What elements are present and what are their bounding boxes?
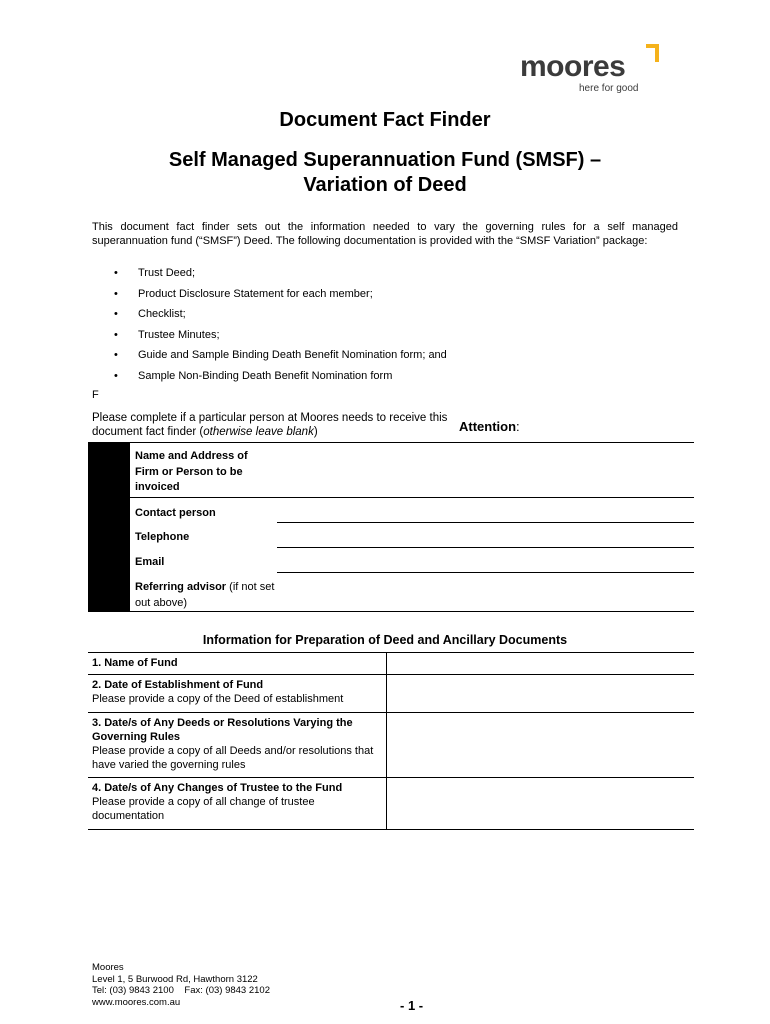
contact-person-label: Contact person <box>135 507 216 519</box>
attention-note: Please complete if a particular person at Moores needs to receive this document fact finder (otherwise leave blank) <box>92 412 448 438</box>
side-vertical-text: CO <box>98 581 115 604</box>
trustee-change-dates-input-cell[interactable] <box>387 778 695 830</box>
document-title: Document Fact Finder <box>279 109 491 131</box>
divider <box>88 442 694 443</box>
establishment-date-input-cell[interactable] <box>387 675 695 713</box>
subtitle-line-2: Variation of Deed <box>303 174 467 196</box>
bullet-icon: • <box>114 308 118 321</box>
logo-wordmark: moores <box>520 50 626 83</box>
footer-street: Level 1, 5 Burwood Rd, Hawthorn 3122 <box>92 973 258 985</box>
table-row <box>88 713 694 778</box>
divider <box>88 611 694 612</box>
row-label-cell: 4. Date/s of Any Changes of Trustee to the Fund Please provide a copy of all change of trustee documentation <box>88 778 387 830</box>
fund-info-table <box>88 652 694 830</box>
footer-website[interactable]: www.moores.com.au <box>92 996 181 1008</box>
list-item: • Trustee Minutes; <box>114 328 220 341</box>
document-subtitle <box>90 148 680 198</box>
list-item: • Guide and Sample Binding Death Benefit Nomination form; and <box>114 349 447 362</box>
telephone-field[interactable] <box>277 547 694 548</box>
bullet-icon: • <box>114 328 118 341</box>
table-row <box>88 675 694 713</box>
email-label: Email <box>135 556 165 568</box>
divider <box>130 497 694 498</box>
row-label-cell: 2. Date of Establishment of Fund Please provide a copy of the Deed of establishment <box>88 675 387 713</box>
bullet-icon: • <box>114 349 118 362</box>
list-item: • Product Disclosure Statement for each member; <box>114 287 373 300</box>
footer-phone-fax: Tel: (03) 9843 2100 Fax: (03) 9843 2102 <box>92 985 270 996</box>
info-section-heading: Information for Preparation of Deed and Ancillary Documents <box>202 633 568 647</box>
moores-logo <box>520 44 665 96</box>
subtitle-line-1: Self Managed Superannuation Fund (SMSF) – <box>168 149 602 171</box>
attention-label: Attention: <box>459 419 520 434</box>
table-row <box>88 653 694 675</box>
page-number: - 1 - <box>400 998 424 1013</box>
list-item: • Trust Deed; <box>114 267 196 279</box>
logo-tagline: here for good <box>579 83 639 94</box>
package-list <box>92 266 447 390</box>
footer-company: Moores <box>92 962 124 973</box>
bullet-icon: • <box>114 369 118 382</box>
telephone-label: Telephone <box>135 531 190 543</box>
row-label-cell: 3. Date/s of Any Deeds or Resolutions Varying the Governing Rules Please provide a copy of all Deeds and/or resolutions that have varied the governing rules <box>88 713 387 778</box>
logo-corner-mark-icon <box>644 44 660 64</box>
fund-name-input-cell[interactable] <box>387 653 695 675</box>
stray-letter: F <box>92 389 99 401</box>
contact-person-field[interactable] <box>277 522 694 523</box>
table-row <box>88 778 694 830</box>
name-address-label: Name and Address of Firm or Person to be invoiced <box>135 450 248 493</box>
variation-dates-input-cell[interactable] <box>387 713 695 778</box>
referring-advisor-label: Referring advisor (if not set out above) <box>135 581 275 609</box>
bullet-icon: • <box>114 287 118 300</box>
email-field[interactable] <box>277 572 694 573</box>
intro-paragraph: This document fact finder sets out the information needed to vary the governing rules for a self managed superannuation fund (“SMSF”) Deed. The following documentation is provided with the “SMSF Variation” package: <box>92 221 678 247</box>
bullet-icon: • <box>114 267 118 279</box>
list-item: • Sample Non-Binding Death Benefit Nomination form <box>114 369 393 382</box>
row-label-cell: 1. Name of Fund <box>88 653 387 675</box>
footer-address <box>92 962 270 1008</box>
list-item: • Checklist; <box>114 308 186 321</box>
